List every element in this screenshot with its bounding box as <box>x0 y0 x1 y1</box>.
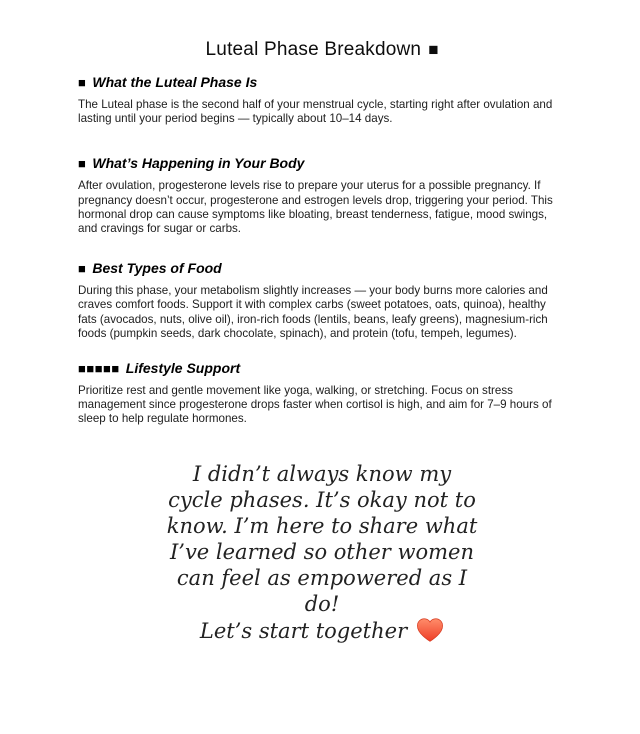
section-heading <box>78 260 566 277</box>
section-heading <box>78 360 566 377</box>
square-bullet-icon: ■ <box>78 156 87 172</box>
section-heading <box>78 155 566 172</box>
section-paragraph: After ovulation, progesterone levels rise to prepare your uterus for a possible pregnancy. If pregnancy doesn’t occur, progesterone and estrogen levels drop, triggering your period. This hormonal drop can cause symptoms like bloating, breast tenderness, fatigue, mood swings, and cravings for sugar or carbs. <box>78 179 553 236</box>
section-paragraph: During this phase, your metabolism slightly increases — your body burns more calories and craves comfort foods. Support it with complex carbs (sweet potatoes, oats, quinoa), healthy fats (avocados, nuts, olive oil), iron-rich foods (lentils, beans, leafy greens), magnesium-rich foods (pumpkin seeds, dark chocolate, spinach), and protein (tofu, tempeh, legumes). <box>78 284 548 340</box>
quote-line: know. I’m here to share what <box>166 513 478 538</box>
quote-line: can feel as empowered as I <box>176 565 468 590</box>
square-bullet-icon: ■ <box>78 261 87 277</box>
square-bullet-icon: ■ <box>78 75 87 90</box>
square-marker-icon: ■ <box>428 40 439 59</box>
quote-line-text: Let’s start together <box>199 618 408 643</box>
section-what-the-luteal-phase-is <box>78 74 566 126</box>
section-heading-label: Best Types of Food <box>92 260 222 277</box>
section-heading-label: Lifestyle Support <box>125 360 241 377</box>
creator-quote <box>78 461 566 644</box>
section-paragraph: Prioritize rest and gentle movement like yoga, walking, or stretching. Focus on stress management since progesterone drops faster when cortisol is high, and aim for 7–9 hours of sleep to help regulate hormones. <box>78 384 552 426</box>
section-paragraph: The Luteal phase is the second half of your menstrual cycle, starting right after ovulation and lasting until your period begins — typically about 10–14 days. <box>78 98 553 126</box>
quote-line-with-heart <box>78 617 566 644</box>
quote-line: do! <box>304 591 340 616</box>
red-heart-icon <box>416 617 444 643</box>
section-heading <box>78 74 566 91</box>
quote-line: I’ve learned so other women <box>169 539 475 564</box>
page-title-text: Luteal Phase Breakdown <box>205 39 422 60</box>
section-lifestyle-support <box>78 360 566 427</box>
section-best-types-of-food <box>78 260 566 341</box>
square-bullet-icons: ■■■■■ <box>78 361 120 377</box>
quote-line: I didn’t always know my <box>192 461 452 486</box>
page-title <box>78 38 566 61</box>
section-heading-label: What’s Happening in Your Body <box>92 155 305 172</box>
quote-line: cycle phases. It’s okay not to <box>168 487 476 512</box>
section-heading-label: What the Luteal Phase Is <box>92 74 258 90</box>
section-whats-happening-in-your-body <box>78 155 566 236</box>
